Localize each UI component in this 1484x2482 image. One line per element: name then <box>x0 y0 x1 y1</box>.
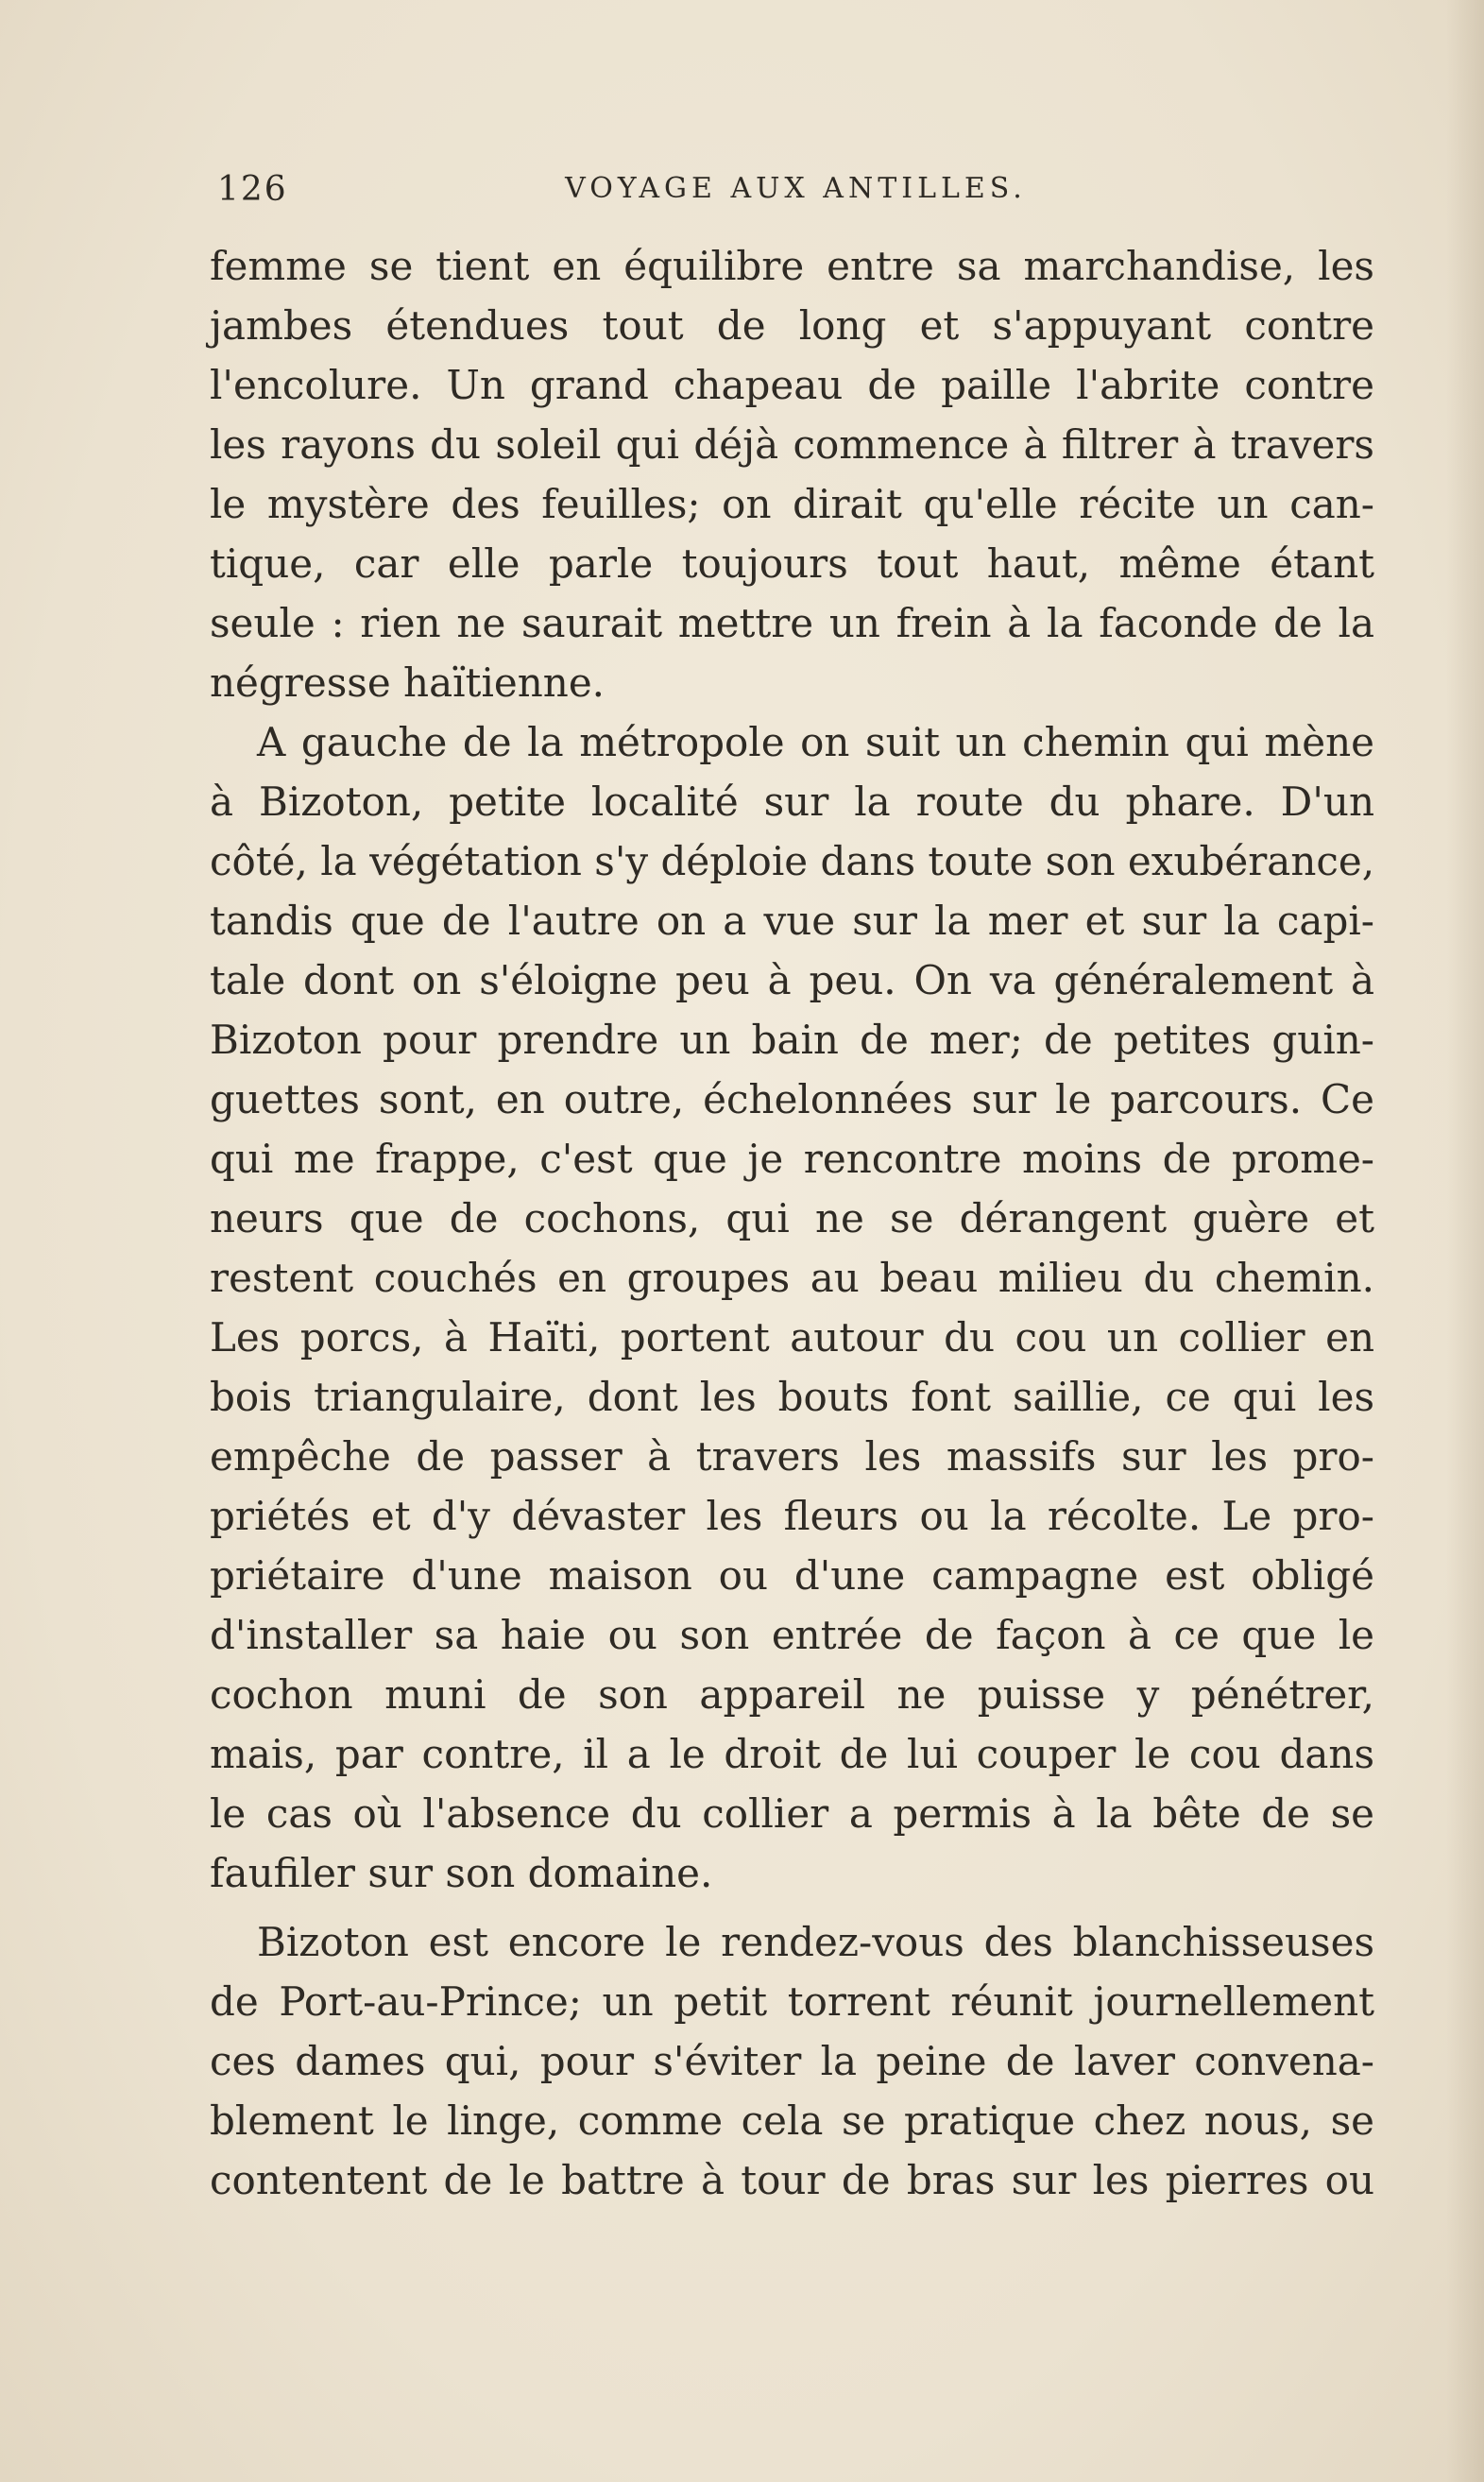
text-line: faufiler sur son domaine. <box>210 1850 713 1896</box>
text-line: côté, la végétation s'y déploie dans toute son exubérance, <box>210 838 1375 884</box>
text-line: Bizoton est encore le rendez-vous des blanchisseuses <box>257 1919 1374 1965</box>
text-line: tandis que de l'autre on a vue sur la mer et sur la capi- <box>210 898 1374 944</box>
page-header <box>217 170 1374 217</box>
text-line: tale dont on s'éloigne peu à peu. On va généralement à <box>210 957 1374 1003</box>
text-line: seule : rien ne saurait mettre un frein à la faconde de la <box>210 600 1374 646</box>
text-line: priétés et d'y dévaster les fleurs ou la récolte. Le pro- <box>210 1493 1374 1539</box>
text-line: le mystère des feuilles; on dirait qu'elle récite un can- <box>210 481 1374 527</box>
text-line: de Port-au-Prince; un petit torrent réunit journellement <box>210 1978 1374 2025</box>
text-line: femme se tient en équilibre entre sa marchandise, les <box>210 243 1374 289</box>
text-line: ces dames qui, pour s'éviter la peine de laver convena- <box>210 2038 1374 2084</box>
text-line: A gauche de la métropole on suit un chemin qui mène <box>257 719 1374 765</box>
text-line: jambes étendues tout de long et s'appuyant contre <box>210 302 1374 349</box>
text-line: guettes sont, en outre, échelonnées sur le parcours. Ce <box>210 1076 1374 1122</box>
text-line: mais, par contre, il a le droit de lui couper le cou dans <box>210 1731 1374 1777</box>
text-line: Bizoton pour prendre un bain de mer; de petites guin- <box>210 1017 1374 1063</box>
text-line: bois triangulaire, dont les bouts font saillie, ce qui les <box>210 1374 1374 1420</box>
text-line: contentent de le battre à tour de bras sur les pierres ou <box>210 2157 1374 2203</box>
text-line: tique, car elle parle toujours tout haut, même étant <box>210 540 1374 587</box>
running-title: VOYAGE AUX ANTILLES. <box>565 172 1027 205</box>
page-number: 126 <box>217 170 288 209</box>
text-line: l'encolure. Un grand chapeau de paille l'abrite contre <box>210 362 1374 408</box>
body-text <box>210 236 1374 2210</box>
text-line: le cas où l'absence du collier a permis à la bête de se <box>210 1790 1374 1837</box>
text-line: d'installer sa haie ou son entrée de façon à ce que le <box>210 1612 1374 1658</box>
page-edge-shadow <box>1446 0 1484 2482</box>
text-line: à Bizoton, petite localité sur la route du phare. D'un <box>210 779 1374 825</box>
text-line: neurs que de cochons, qui ne se dérangent guère et <box>210 1195 1374 1241</box>
text-line: priétaire d'une maison ou d'une campagne est obligé <box>210 1552 1374 1599</box>
text-line: cochon muni de son appareil ne puisse y pénétrer, <box>210 1671 1374 1718</box>
text-line: restent couchés en groupes au beau milieu du chemin. <box>210 1255 1374 1301</box>
text-line: Les porcs, à Haïti, portent autour du cou un collier en <box>210 1314 1374 1361</box>
text-line: les rayons du soleil qui déjà commence à filtrer à travers <box>210 421 1374 468</box>
text-line: qui me frappe, c'est que je rencontre moins de prome- <box>210 1136 1374 1182</box>
text-line: blement le linge, comme cela se pratique chez nous, se <box>210 2097 1374 2144</box>
paragraph-gap <box>210 1903 1374 1912</box>
text-line: empêche de passer à travers les massifs sur les pro- <box>210 1433 1374 1480</box>
text-line: négresse haïtienne. <box>210 659 606 706</box>
